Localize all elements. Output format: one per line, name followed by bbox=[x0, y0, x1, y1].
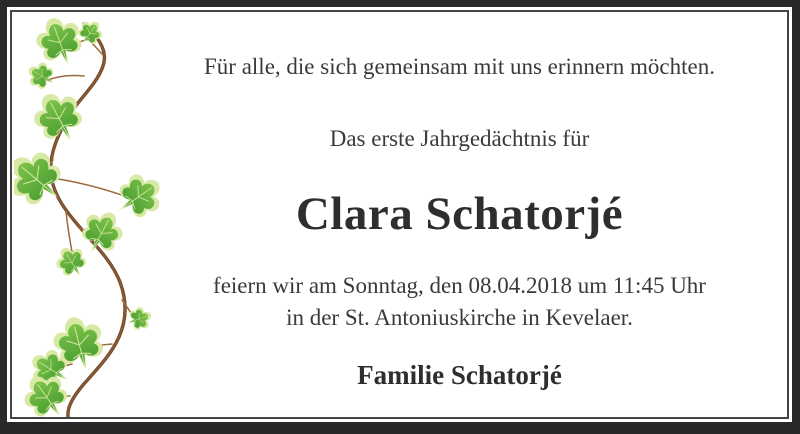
card-inner bbox=[12, 12, 787, 417]
event-details bbox=[132, 270, 787, 334]
deceased-name: Clara Schatorjé bbox=[295, 188, 624, 240]
memorial-notice-card bbox=[10, 10, 789, 419]
event-line-1: feiern wir am Sonntag, den 08.04.2018 um 11:45 Uhr bbox=[213, 273, 706, 298]
event-line-2: in der St. Antoniuskirche in Kevelaer. bbox=[286, 305, 633, 330]
family-signature: Familie Schatorjé bbox=[357, 360, 562, 390]
occasion-line: Das erste Jahrgedächtnis für bbox=[329, 126, 590, 151]
intro-line: Für alle, die sich gemeinsam mit uns erinnern möchten. bbox=[204, 54, 715, 79]
notice-text-column bbox=[132, 12, 787, 417]
